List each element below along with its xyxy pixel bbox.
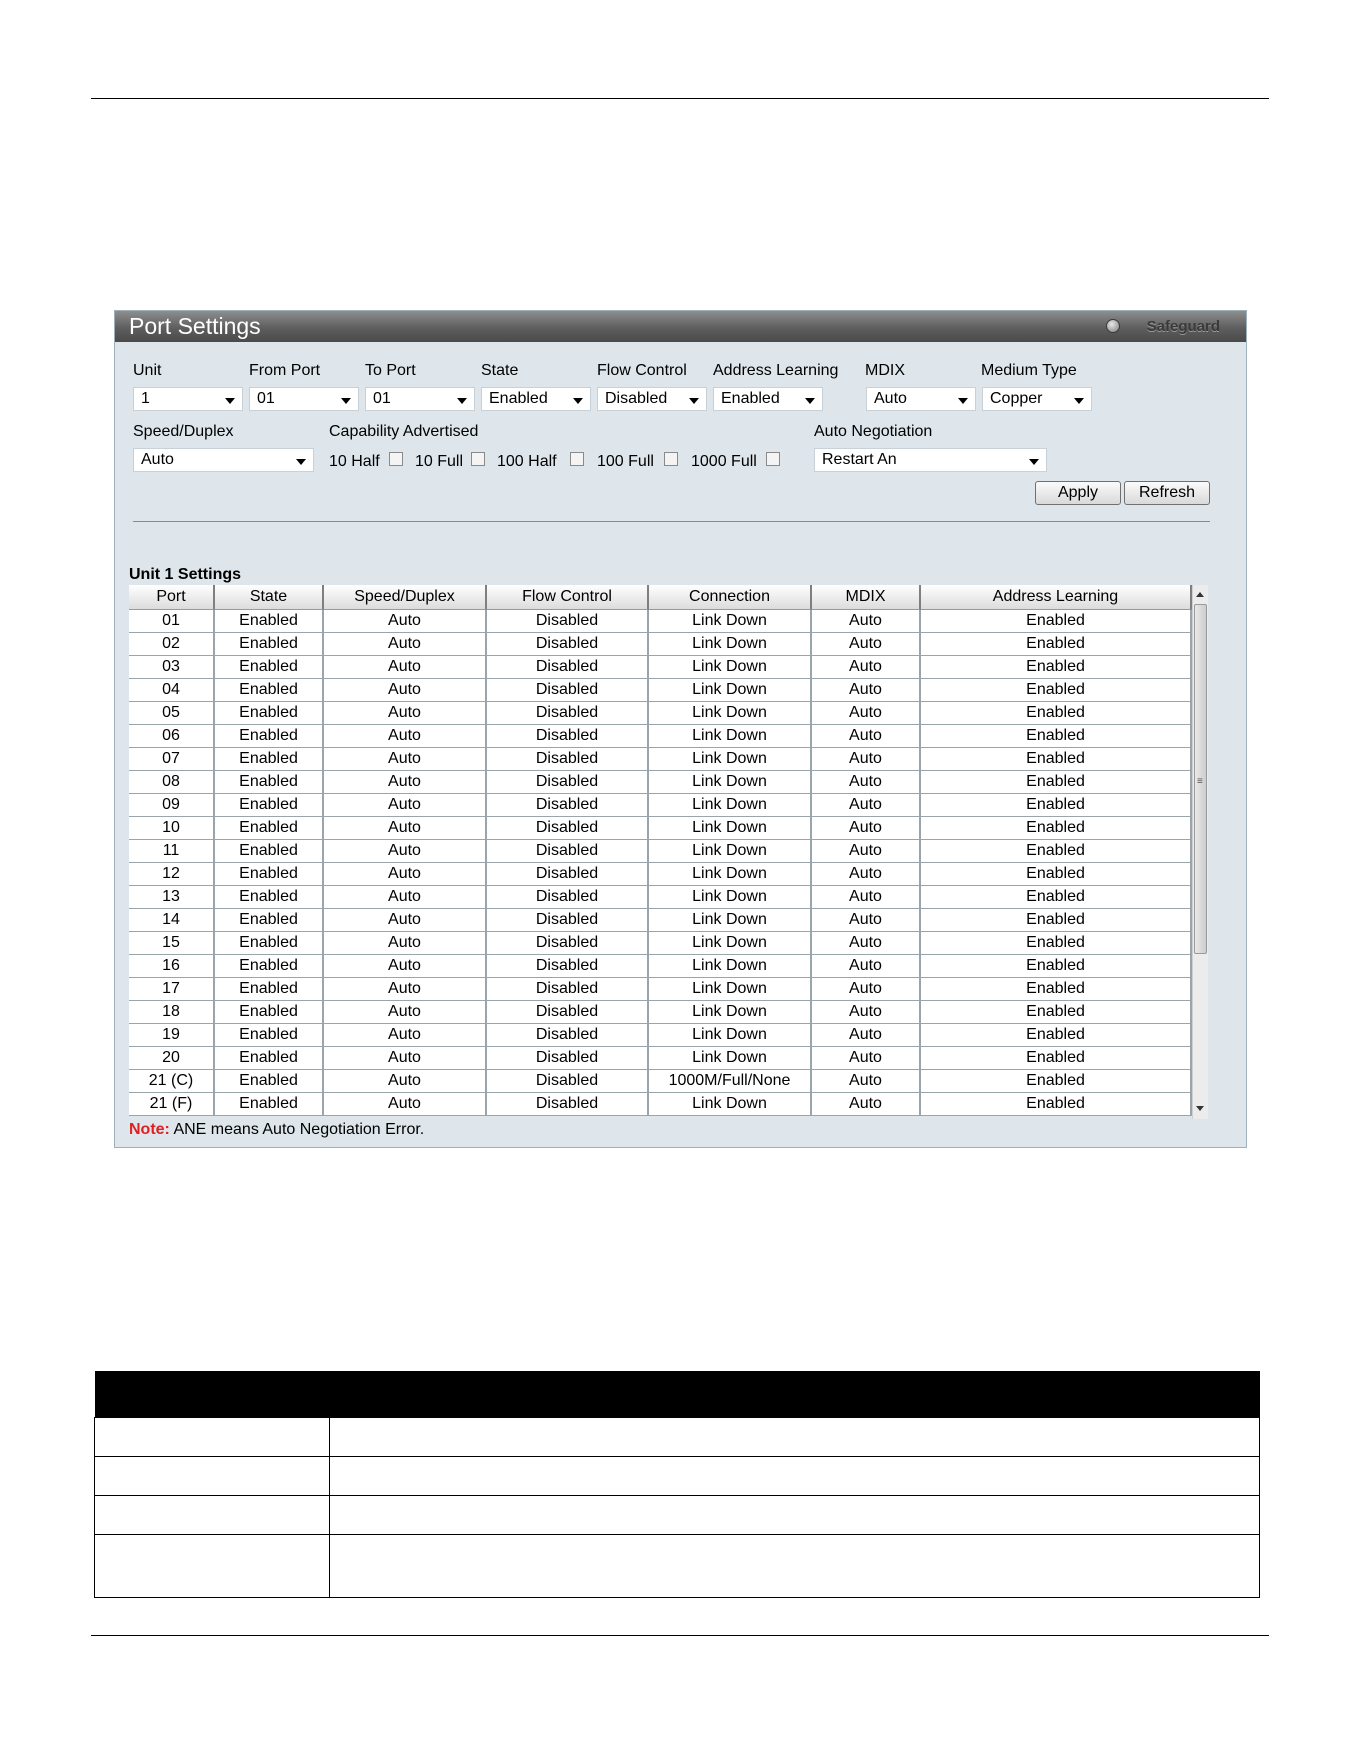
description-cell xyxy=(330,1496,1260,1535)
table-header-row xyxy=(129,585,1192,610)
mdix-label: MDIX xyxy=(865,362,905,379)
capability-10-half-checkbox[interactable] xyxy=(389,452,403,466)
cell-address-learning: Enabled xyxy=(921,725,1192,748)
cell-address-learning: Enabled xyxy=(921,1070,1192,1093)
medium-type-label: Medium Type xyxy=(981,362,1077,379)
cell-speed-duplex: Auto xyxy=(324,656,487,679)
speed-duplex-select[interactable] xyxy=(133,448,314,472)
table-row xyxy=(129,794,1192,817)
cell-mdix: Auto xyxy=(812,886,921,909)
cell-port: 10 xyxy=(129,817,215,840)
table-row xyxy=(129,679,1192,702)
cell-flow-control: Disabled xyxy=(487,840,649,863)
cell-connection: Link Down xyxy=(649,656,812,679)
cell-port: 08 xyxy=(129,771,215,794)
cell-connection: Link Down xyxy=(649,978,812,1001)
cell-speed-duplex: Auto xyxy=(324,748,487,771)
table-row xyxy=(129,886,1192,909)
capability-10-full-label: 10 Full xyxy=(415,453,464,470)
cell-connection: Link Down xyxy=(649,1093,812,1116)
cell-address-learning: Enabled xyxy=(921,679,1192,702)
description-row xyxy=(95,1457,1260,1496)
apply-button[interactable]: Apply xyxy=(1035,481,1121,505)
cell-port: 09 xyxy=(129,794,215,817)
cell-port: 05 xyxy=(129,702,215,725)
chevron-down-icon xyxy=(296,459,306,465)
cell-connection: Link Down xyxy=(649,794,812,817)
from-port-select[interactable] xyxy=(249,387,359,411)
cell-flow-control: Disabled xyxy=(487,702,649,725)
grip-icon: ≡ xyxy=(1197,776,1203,787)
capability-100-half-label: 100 Half xyxy=(497,453,557,470)
scroll-up-icon[interactable] xyxy=(1196,592,1204,597)
panel-title: Port Settings xyxy=(129,313,261,339)
table-row xyxy=(129,1047,1192,1070)
cell-address-learning: Enabled xyxy=(921,932,1192,955)
cell-port: 14 xyxy=(129,909,215,932)
cell-port: 06 xyxy=(129,725,215,748)
cell-connection: Link Down xyxy=(649,725,812,748)
cell-speed-duplex: Auto xyxy=(324,1024,487,1047)
auto-negotiation-select[interactable] xyxy=(814,448,1047,472)
refresh-button[interactable]: Refresh xyxy=(1124,481,1210,505)
port-table xyxy=(129,610,1192,1116)
cell-flow-control: Disabled xyxy=(487,1093,649,1116)
mdix-select-value: Auto xyxy=(874,390,907,407)
auto-negotiation-select-value: Restart An xyxy=(822,451,897,468)
cell-flow-control: Disabled xyxy=(487,1024,649,1047)
cell-speed-duplex: Auto xyxy=(324,1070,487,1093)
footer-rule xyxy=(91,1635,1269,1636)
cell-connection: Link Down xyxy=(649,633,812,656)
table-row xyxy=(129,909,1192,932)
address-learning-select-value: Enabled xyxy=(721,390,780,407)
cell-connection: Link Down xyxy=(649,817,812,840)
cell-mdix: Auto xyxy=(812,1024,921,1047)
cell-connection: Link Down xyxy=(649,863,812,886)
column-header-mdix: MDIX xyxy=(812,585,921,610)
address-learning-select[interactable] xyxy=(713,387,823,411)
from-port-select-value: 01 xyxy=(257,390,275,407)
table-row xyxy=(129,840,1192,863)
description-table-header xyxy=(95,1371,1260,1418)
cell-speed-duplex: Auto xyxy=(324,771,487,794)
port-settings-panel xyxy=(114,310,1247,1148)
chevron-down-icon xyxy=(457,398,467,404)
cell-speed-duplex: Auto xyxy=(324,610,487,633)
cell-state: Enabled xyxy=(215,679,324,702)
cell-state: Enabled xyxy=(215,702,324,725)
cell-connection: Link Down xyxy=(649,955,812,978)
table-row xyxy=(129,1093,1192,1116)
cell-mdix: Auto xyxy=(812,748,921,771)
auto-negotiation-label: Auto Negotiation xyxy=(814,423,933,440)
cell-flow-control: Disabled xyxy=(487,978,649,1001)
cell-flow-control: Disabled xyxy=(487,932,649,955)
note-text: ANE means Auto Negotiation Error. xyxy=(173,1121,425,1138)
note-prefix: Note: xyxy=(129,1121,170,1138)
cell-connection: Link Down xyxy=(649,909,812,932)
cell-mdix: Auto xyxy=(812,633,921,656)
description-header-cell xyxy=(95,1371,1260,1418)
cell-flow-control: Disabled xyxy=(487,1001,649,1024)
cell-address-learning: Enabled xyxy=(921,1093,1192,1116)
column-header-connection: Connection xyxy=(649,585,812,610)
chevron-down-icon xyxy=(1029,459,1039,465)
unit-select[interactable] xyxy=(133,387,243,411)
table-row xyxy=(129,1070,1192,1093)
capability-10-half-label: 10 Half xyxy=(329,453,380,470)
cell-port: 20 xyxy=(129,1047,215,1070)
cell-state: Enabled xyxy=(215,748,324,771)
description-cell xyxy=(330,1535,1260,1598)
cell-address-learning: Enabled xyxy=(921,886,1192,909)
unit-settings-title: Unit 1 Settings xyxy=(129,566,242,583)
cell-state: Enabled xyxy=(215,886,324,909)
cell-connection: Link Down xyxy=(649,1024,812,1047)
cell-port: 07 xyxy=(129,748,215,771)
cell-flow-control: Disabled xyxy=(487,679,649,702)
from-port-label: From Port xyxy=(249,362,321,379)
cell-speed-duplex: Auto xyxy=(324,817,487,840)
cell-port: 18 xyxy=(129,1001,215,1024)
flow-control-label: Flow Control xyxy=(597,362,687,379)
to-port-select[interactable] xyxy=(365,387,475,411)
cell-port: 11 xyxy=(129,840,215,863)
cell-flow-control: Disabled xyxy=(487,886,649,909)
column-header-state: State xyxy=(215,585,324,610)
cell-state: Enabled xyxy=(215,1047,324,1070)
capability-100-full-checkbox[interactable] xyxy=(664,452,678,466)
speed-duplex-select-value: Auto xyxy=(141,451,174,468)
chevron-down-icon xyxy=(225,398,235,404)
form-separator xyxy=(133,521,1210,522)
description-row xyxy=(95,1535,1260,1598)
cell-port: 21 (C) xyxy=(129,1070,215,1093)
cell-connection: Link Down xyxy=(649,702,812,725)
cell-mdix: Auto xyxy=(812,955,921,978)
cell-state: Enabled xyxy=(215,633,324,656)
cell-address-learning: Enabled xyxy=(921,1047,1192,1070)
scrollbar-thumb[interactable] xyxy=(1194,604,1207,954)
mdix-select[interactable] xyxy=(866,387,976,411)
state-select-value: Enabled xyxy=(489,390,548,407)
medium-type-select-value: Copper xyxy=(990,390,1043,407)
cell-flow-control: Disabled xyxy=(487,725,649,748)
cell-port: 13 xyxy=(129,886,215,909)
cell-address-learning: Enabled xyxy=(921,771,1192,794)
cell-flow-control: Disabled xyxy=(487,909,649,932)
description-row xyxy=(95,1418,1260,1457)
cell-speed-duplex: Auto xyxy=(324,840,487,863)
column-header-speed-duplex: Speed/Duplex xyxy=(324,585,487,610)
cell-state: Enabled xyxy=(215,610,324,633)
chevron-down-icon xyxy=(1074,398,1084,404)
cell-flow-control: Disabled xyxy=(487,771,649,794)
cell-address-learning: Enabled xyxy=(921,702,1192,725)
cell-mdix: Auto xyxy=(812,817,921,840)
capability-1000-full-label: 1000 Full xyxy=(691,453,757,470)
cell-connection: Link Down xyxy=(649,932,812,955)
unit-select-value: 1 xyxy=(141,390,150,407)
chevron-down-icon xyxy=(958,398,968,404)
table-row xyxy=(129,817,1192,840)
cell-address-learning: Enabled xyxy=(921,794,1192,817)
to-port-label: To Port xyxy=(365,362,416,379)
description-cell xyxy=(330,1457,1260,1496)
cell-connection: Link Down xyxy=(649,840,812,863)
cell-address-learning: Enabled xyxy=(921,748,1192,771)
table-row xyxy=(129,633,1192,656)
cell-state: Enabled xyxy=(215,978,324,1001)
cell-port: 03 xyxy=(129,656,215,679)
table-scrollbar[interactable] xyxy=(1192,585,1208,1119)
cell-connection: Link Down xyxy=(649,748,812,771)
table-row xyxy=(129,1024,1192,1047)
note xyxy=(129,1121,424,1139)
table-row xyxy=(129,771,1192,794)
cell-speed-duplex: Auto xyxy=(324,978,487,1001)
cell-state: Enabled xyxy=(215,1024,324,1047)
cell-connection: Link Down xyxy=(649,1001,812,1024)
cell-port: 21 (F) xyxy=(129,1093,215,1116)
cell-speed-duplex: Auto xyxy=(324,909,487,932)
state-label: State xyxy=(481,362,519,379)
cell-flow-control: Disabled xyxy=(487,633,649,656)
cell-state: Enabled xyxy=(215,1093,324,1116)
cell-address-learning: Enabled xyxy=(921,633,1192,656)
cell-flow-control: Disabled xyxy=(487,610,649,633)
cell-mdix: Auto xyxy=(812,932,921,955)
flow-control-select-value: Disabled xyxy=(605,390,668,407)
cell-mdix: Auto xyxy=(812,725,921,748)
cell-address-learning: Enabled xyxy=(921,863,1192,886)
cell-address-learning: Enabled xyxy=(921,955,1192,978)
address-learning-label: Address Learning xyxy=(713,362,839,379)
cell-connection: Link Down xyxy=(649,771,812,794)
cell-speed-duplex: Auto xyxy=(324,863,487,886)
cell-speed-duplex: Auto xyxy=(324,955,487,978)
cell-flow-control: Disabled xyxy=(487,794,649,817)
table-row xyxy=(129,702,1192,725)
cell-flow-control: Disabled xyxy=(487,817,649,840)
cell-state: Enabled xyxy=(215,955,324,978)
table-row xyxy=(129,748,1192,771)
cell-port: 17 xyxy=(129,978,215,1001)
table-row xyxy=(129,978,1192,1001)
port-table-body[interactable] xyxy=(129,610,1192,1119)
safeguard-icon[interactable] xyxy=(1106,319,1120,333)
cell-address-learning: Enabled xyxy=(921,656,1192,679)
description-table xyxy=(94,1371,1260,1598)
table-row xyxy=(129,610,1192,633)
chevron-down-icon xyxy=(573,398,583,404)
cell-flow-control: Disabled xyxy=(487,1070,649,1093)
cell-connection: Link Down xyxy=(649,679,812,702)
cell-speed-duplex: Auto xyxy=(324,679,487,702)
cell-state: Enabled xyxy=(215,932,324,955)
cell-flow-control: Disabled xyxy=(487,955,649,978)
cell-state: Enabled xyxy=(215,909,324,932)
cell-mdix: Auto xyxy=(812,610,921,633)
table-row xyxy=(129,656,1192,679)
cell-speed-duplex: Auto xyxy=(324,633,487,656)
flow-control-select[interactable] xyxy=(597,387,707,411)
description-row xyxy=(95,1496,1260,1535)
cell-address-learning: Enabled xyxy=(921,978,1192,1001)
cell-state: Enabled xyxy=(215,863,324,886)
cell-state: Enabled xyxy=(215,771,324,794)
cell-state: Enabled xyxy=(215,817,324,840)
unit-label: Unit xyxy=(133,362,162,379)
table-row xyxy=(129,955,1192,978)
cell-port: 01 xyxy=(129,610,215,633)
cell-mdix: Auto xyxy=(812,863,921,886)
cell-speed-duplex: Auto xyxy=(324,1093,487,1116)
table-row xyxy=(129,932,1192,955)
header-rule xyxy=(91,98,1269,99)
cell-mdix: Auto xyxy=(812,978,921,1001)
description-cell xyxy=(95,1535,330,1598)
cell-address-learning: Enabled xyxy=(921,840,1192,863)
cell-flow-control: Disabled xyxy=(487,656,649,679)
cell-connection: 1000M/Full/None xyxy=(649,1070,812,1093)
state-select[interactable] xyxy=(481,387,591,411)
cell-address-learning: Enabled xyxy=(921,1001,1192,1024)
panel-header xyxy=(115,311,1246,342)
cell-port: 16 xyxy=(129,955,215,978)
cell-mdix: Auto xyxy=(812,679,921,702)
cell-connection: Link Down xyxy=(649,1047,812,1070)
cell-port: 04 xyxy=(129,679,215,702)
cell-speed-duplex: Auto xyxy=(324,932,487,955)
column-header-address-learning: Address Learning xyxy=(921,585,1192,610)
port-table-header xyxy=(129,585,1192,610)
cell-speed-duplex: Auto xyxy=(324,725,487,748)
cell-mdix: Auto xyxy=(812,840,921,863)
cell-flow-control: Disabled xyxy=(487,863,649,886)
cell-mdix: Auto xyxy=(812,909,921,932)
medium-type-select[interactable] xyxy=(982,387,1092,411)
cell-mdix: Auto xyxy=(812,1093,921,1116)
cell-speed-duplex: Auto xyxy=(324,1047,487,1070)
column-header-flow-control: Flow Control xyxy=(487,585,649,610)
description-cell xyxy=(95,1418,330,1457)
cell-mdix: Auto xyxy=(812,1047,921,1070)
cell-port: 12 xyxy=(129,863,215,886)
cell-state: Enabled xyxy=(215,656,324,679)
cell-mdix: Auto xyxy=(812,1001,921,1024)
chevron-down-icon xyxy=(341,398,351,404)
cell-state: Enabled xyxy=(215,794,324,817)
cell-flow-control: Disabled xyxy=(487,1047,649,1070)
cell-port: 19 xyxy=(129,1024,215,1047)
cell-flow-control: Disabled xyxy=(487,748,649,771)
column-header-port: Port xyxy=(129,585,215,610)
cell-state: Enabled xyxy=(215,1001,324,1024)
cell-connection: Link Down xyxy=(649,610,812,633)
cell-address-learning: Enabled xyxy=(921,909,1192,932)
cell-mdix: Auto xyxy=(812,1070,921,1093)
table-row xyxy=(129,725,1192,748)
table-row xyxy=(129,863,1192,886)
capability-10-full-checkbox[interactable] xyxy=(471,452,485,466)
cell-address-learning: Enabled xyxy=(921,817,1192,840)
capability-1000-full-checkbox[interactable] xyxy=(766,452,780,466)
capability-100-full-label: 100 Full xyxy=(597,453,654,470)
cell-port: 02 xyxy=(129,633,215,656)
capability-advertised-label: Capability Advertised xyxy=(329,423,479,440)
capability-100-half-checkbox[interactable] xyxy=(570,452,584,466)
cell-state: Enabled xyxy=(215,840,324,863)
cell-address-learning: Enabled xyxy=(921,610,1192,633)
chevron-down-icon xyxy=(805,398,815,404)
cell-connection: Link Down xyxy=(649,886,812,909)
cell-address-learning: Enabled xyxy=(921,1024,1192,1047)
cell-speed-duplex: Auto xyxy=(324,886,487,909)
description-cell xyxy=(95,1496,330,1535)
port-table-container xyxy=(129,585,1208,1119)
description-cell xyxy=(330,1418,1260,1457)
scroll-down-icon[interactable] xyxy=(1196,1106,1204,1111)
chevron-down-icon xyxy=(689,398,699,404)
cell-mdix: Auto xyxy=(812,702,921,725)
cell-mdix: Auto xyxy=(812,656,921,679)
cell-speed-duplex: Auto xyxy=(324,1001,487,1024)
to-port-select-value: 01 xyxy=(373,390,391,407)
cell-port: 15 xyxy=(129,932,215,955)
cell-mdix: Auto xyxy=(812,794,921,817)
table-row xyxy=(129,1001,1192,1024)
cell-state: Enabled xyxy=(215,1070,324,1093)
cell-state: Enabled xyxy=(215,725,324,748)
speed-duplex-label: Speed/Duplex xyxy=(133,423,234,440)
cell-mdix: Auto xyxy=(812,771,921,794)
cell-speed-duplex: Auto xyxy=(324,702,487,725)
safeguard-label[interactable]: Safeguard xyxy=(1146,318,1220,335)
description-cell xyxy=(95,1457,330,1496)
cell-speed-duplex: Auto xyxy=(324,794,487,817)
